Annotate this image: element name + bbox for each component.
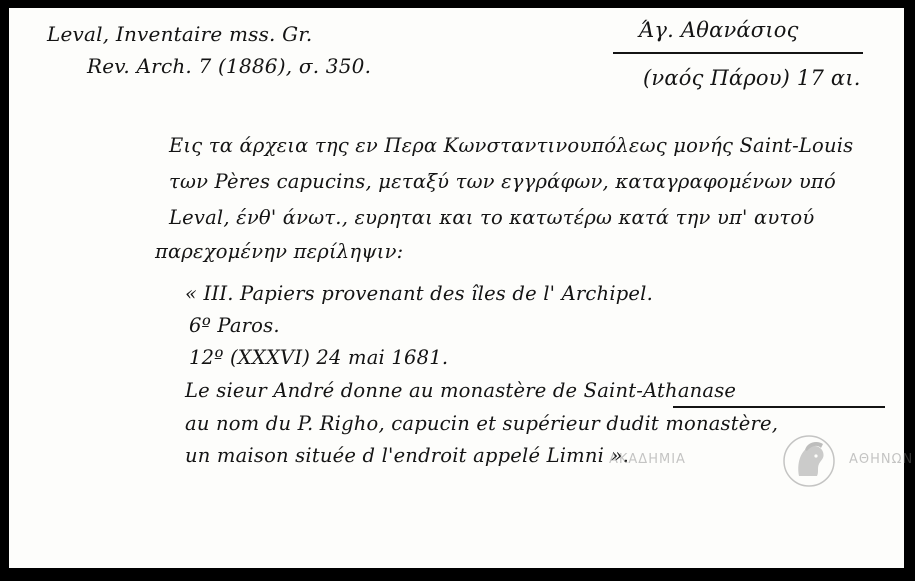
header-underline (613, 52, 863, 54)
index-card (9, 8, 914, 568)
quote-line: au nom du P. Righo, capucin et supérieur dudit monastère, (185, 412, 779, 435)
body-line: Leval, ένθ' άνωτ., ευρηται και το κατωτέρω κατά την υπ' αυτού (169, 206, 815, 229)
quote-line: 12º (XXXVI) 24 mai 1681. (189, 346, 449, 369)
body-line: Εις τα άρχεια της εν Περα Κωνσταντινουπόλεως μονής Saint-Louis (169, 134, 854, 157)
body-line: των Pères capucins, μεταξύ των εγγράφων, καταγραφομένων υπό (169, 170, 836, 193)
quote-line: Le sieur André donne au monastère de Saint-Athanase (185, 379, 737, 402)
quote-line: « III. Papiers provenant des îles de l' Archipel. (185, 282, 654, 305)
quote-line: un maison située d l'endroit appelé Limni ». (185, 444, 629, 467)
watermark-right-text: ΑΘΗΝΩΝ (849, 452, 914, 467)
saint-athanase-underline (673, 406, 885, 408)
watermark-left-text: ΑΚΑΔΗΜΙΑ (609, 452, 686, 467)
header-title: Άγ. Αθανάσιος (639, 18, 799, 42)
body-line: παρεχομένην περίληψιν: (155, 240, 404, 263)
reference-line-2: Rev. Arch. 7 (1886), σ. 350. (87, 54, 372, 78)
reference-line-1: Leval, Inventaire mss. Gr. (47, 22, 313, 46)
quote-line: 6º Paros. (189, 314, 280, 337)
academy-watermark (603, 432, 914, 492)
athena-head-icon (783, 432, 835, 490)
header-subtitle: (ναός Πάρου) 17 αι. (643, 66, 861, 90)
